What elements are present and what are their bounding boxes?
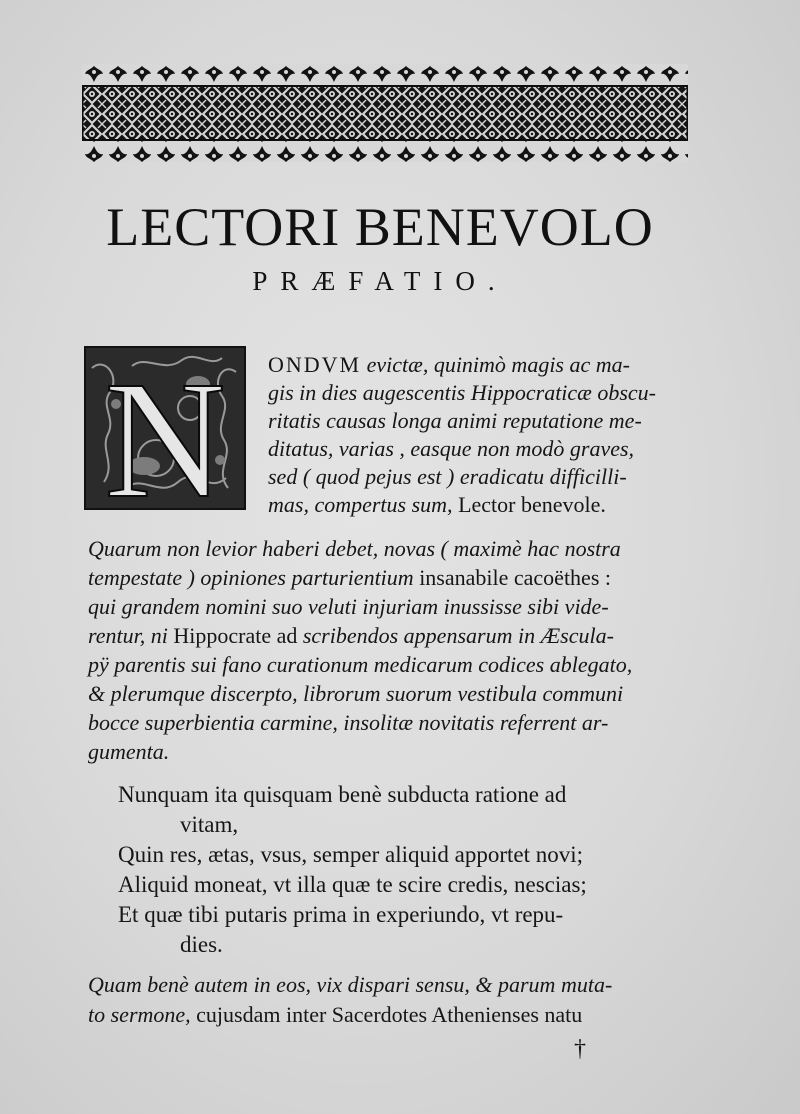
text-line <box>88 594 609 620</box>
verse-line: dies. <box>180 932 223 957</box>
ornamental-headpiece <box>82 64 688 162</box>
text-segment: gumenta. <box>88 739 170 764</box>
text-segment: ritatis causas longa animi reputatione me- <box>268 408 642 433</box>
page-subtitle: PRÆFATIO. <box>252 266 508 296</box>
signature-mark: † <box>574 1036 586 1062</box>
text-line <box>88 739 169 765</box>
text-segment: Quarum non levior haberi debet, novas ( maximè hac nostra <box>88 536 621 561</box>
text-segment: Quam benè autem in eos, vix dispari sensu, & parum muta- <box>88 972 613 997</box>
verse-line: Nunquam ita quisquam benè subducta ratione ad <box>118 782 567 807</box>
text-line <box>88 681 623 707</box>
text-line <box>88 565 611 591</box>
text-segment: gis in dies augescentis Hippocraticæ obscu- <box>268 380 657 405</box>
text-segment: tempestate ) opiniones parturientium <box>88 565 420 590</box>
text-line <box>268 436 634 462</box>
text-segment: & plerumque discerpto, librorum suorum vestibula communi <box>88 681 624 706</box>
text-line <box>268 408 642 434</box>
text-line <box>88 1002 582 1028</box>
text-segment: insanabile cacoëthes : <box>419 565 611 590</box>
text-segment: sed ( quod pejus est ) eradicatu difficilli- <box>268 464 627 489</box>
text-segment: pÿ parentis sui fano curationum medicarum codices ablegato, <box>88 652 633 677</box>
text-line <box>268 380 656 406</box>
verse-line: vitam, <box>180 812 239 837</box>
page-title: LECTORI BENEVOLO <box>106 197 654 257</box>
text-line <box>88 623 614 649</box>
verse-line: Aliquid moneat, vt illa quæ te scire credis, nescias; <box>118 872 587 897</box>
text-segment: mas, compertus sum, <box>268 492 459 517</box>
text-segment: ditatus, varias , easque non modò graves, <box>268 436 635 461</box>
text-segment: rentur, ni <box>88 623 174 648</box>
initial-letter: N <box>104 348 226 508</box>
text-segment: qui grandem nomini suo veluti injuriam inussisse sibi vide- <box>88 594 609 619</box>
text-segment: bocce superbientia carmine, insolitæ novitatis referrent ar- <box>88 710 609 735</box>
text-segment: Hippocrate ad <box>173 623 303 648</box>
text-segment: to sermone, <box>88 1002 197 1027</box>
text-segment: scribendos appensarum in Æscula- <box>302 623 614 648</box>
text-segment: cujusdam inter Sacerdotes Athenienses natu <box>196 1002 583 1027</box>
text-line <box>88 652 632 678</box>
text-line <box>88 710 608 736</box>
verse-line: Et quæ tibi putaris prima in experiundo, vt repu- <box>118 902 564 927</box>
text-line <box>268 464 627 490</box>
text-line <box>88 972 612 998</box>
text-line <box>88 536 621 562</box>
verse-line: Quin res, ætas, vsus, semper aliquid apportet novi; <box>118 842 584 867</box>
text-segment: evictæ, quinimò magis ac ma- <box>361 352 630 377</box>
decorated-initial <box>84 346 246 510</box>
text-line <box>268 492 606 518</box>
text-segment: Lector benevole. <box>458 492 606 517</box>
text-line <box>268 352 630 378</box>
text-segment: ONDVM <box>268 352 362 377</box>
